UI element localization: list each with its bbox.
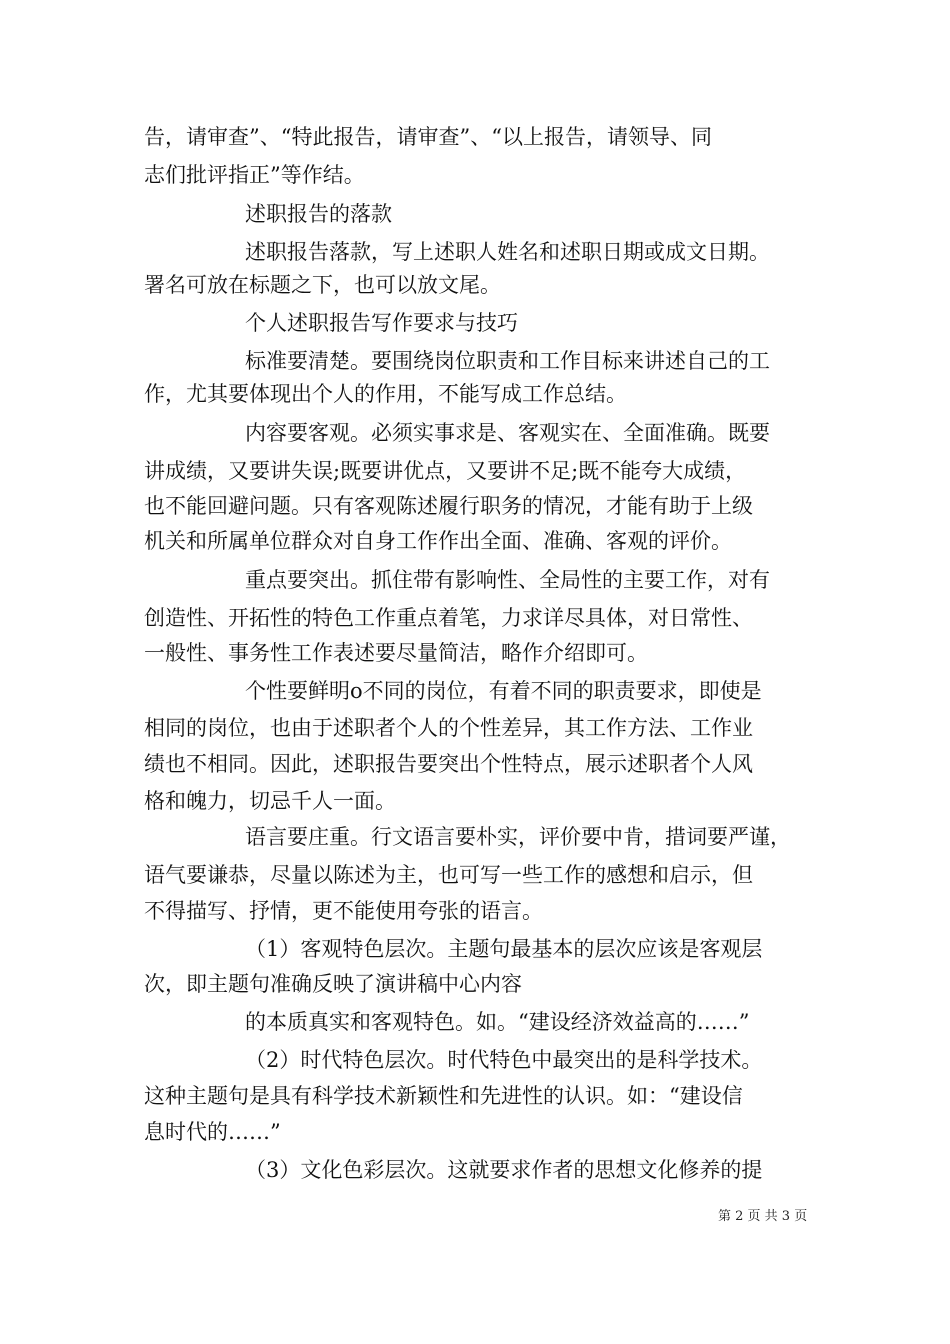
text-line: 相同的岗位，也由于述职者个人的个性差异，其工作方法、工作业 <box>144 716 753 740</box>
text-line: 也不能回避问题。只有客观陈述履行职务的情况，才能有助于上级 <box>144 494 753 518</box>
text-line: 的本质真实和客观特色。如。“建设经济效益高的……” <box>245 1010 750 1034</box>
text-line: 语气要谦恭，尽量以陈述为主，也可写一些工作的感想和启示，但 <box>144 863 753 887</box>
text-line: 息时代的……” <box>144 1120 281 1144</box>
text-line: 告，请审查”、“特此报告，请审查”、“以上报告，请领导、同 <box>144 125 712 149</box>
text-line: 格和魄力，切忌千人一面。 <box>144 789 396 813</box>
text-line: 一般性、事务性工作表述要尽量简洁，略作介绍即可。 <box>144 641 648 665</box>
page-number-footer: 第 2 页 共 3 页 <box>718 1209 808 1224</box>
text-line: 不得描写、抒情，更不能使用夸张的语言。 <box>144 899 543 923</box>
text-line: （3）文化色彩层次。这就要求作者的思想文化修养的提 <box>245 1158 763 1182</box>
text-line: 次，即主题句准确反映了演讲稿中心内容 <box>144 972 522 996</box>
text-line: 内容要客观。必须实事求是、客观实在、全面准确。既要 <box>245 421 770 445</box>
section-heading: 个人述职报告写作要求与技巧 <box>245 311 518 335</box>
text-line: 个性要鲜明ο不同的岗位，有着不同的职责要求，即使是 <box>245 679 762 703</box>
text-line: 志们批评指正”等作结。 <box>144 163 365 187</box>
text-line: 作，尤其要体现出个人的作用，不能写成工作总结。 <box>144 382 627 406</box>
text-line: 绩也不相同。因此，述职报告要突出个性特点，展示述职者个人风 <box>144 752 753 776</box>
text-line: （1）客观特色层次。主题句最基本的层次应该是客观层 <box>245 937 763 961</box>
text-line: （2）时代特色层次。时代特色中最突出的是科学技术。 <box>245 1048 763 1072</box>
text-line: 讲成绩，又要讲失误;既要讲优点，又要讲不足;既不能夸大成绩， <box>144 459 747 483</box>
text-line: 机关和所属单位群众对自身工作作出全面、准确、客观的评价。 <box>144 529 732 553</box>
text-line: 署名可放在标题之下，也可以放文尾。 <box>144 273 501 297</box>
section-heading: 述职报告的落款 <box>245 202 392 226</box>
text-line: 标准要清楚。要围绕岗位职责和工作目标来讲述自己的工 <box>245 349 770 373</box>
text-line: 重点要突出。抓住带有影响性、全局性的主要工作，对有 <box>245 568 770 592</box>
text-line: 述职报告落款，写上述职人姓名和述职日期或成文日期。 <box>245 240 770 264</box>
text-line: 语言要庄重。行文语言要朴实，评价要中肯，措词要严谨， <box>245 825 791 849</box>
text-line: 创造性、开拓性的特色工作重点着笔，力求详尽具体，对日常性、 <box>144 606 753 630</box>
text-line: 这种主题句是具有科学技术新颖性和先进性的认识。如：“建设信 <box>144 1084 743 1108</box>
